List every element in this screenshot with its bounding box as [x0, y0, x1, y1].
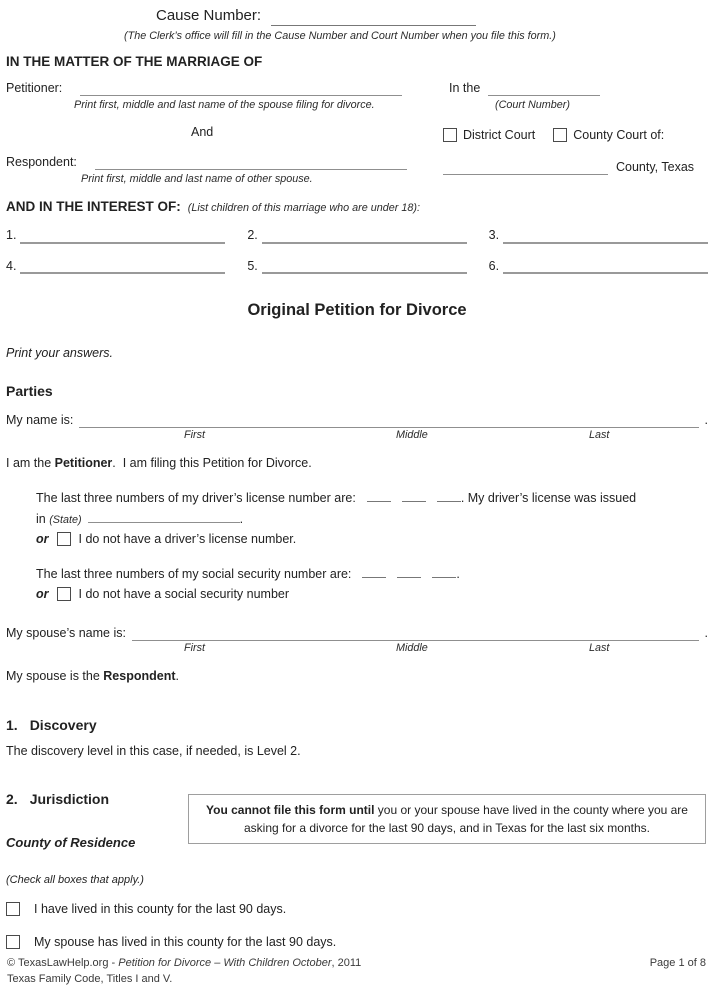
- matter-heading: IN THE MATTER OF THE MARRIAGE OF: [6, 53, 263, 69]
- residence-option-1-row: [6, 901, 708, 917]
- ssn-sentence-pre: The last three numbers of my social security number are:: [36, 567, 352, 582]
- no-ssn-checkbox[interactable]: [57, 587, 71, 601]
- code-line: Texas Family Code, Titles I and V.: [7, 973, 173, 986]
- ssn-digit-2-field[interactable]: [397, 565, 421, 578]
- interest-heading: AND IN THE INTEREST OF:: [6, 198, 181, 214]
- spouse-middle-caption: Middle: [396, 641, 428, 654]
- district-court-checkbox[interactable]: [443, 128, 457, 142]
- filing-warning-box: [188, 794, 706, 844]
- petitioner-label: Petitioner:: [6, 81, 63, 96]
- court-column: [443, 80, 708, 186]
- spouse-name-label: My spouse’s name is:: [6, 625, 126, 640]
- child-6-cell: [489, 258, 708, 274]
- no-dl-row: [36, 531, 708, 547]
- child-1-cell: [6, 227, 225, 243]
- copyright-post: , 2011: [331, 957, 362, 970]
- respondent-label: Respondent:: [6, 154, 77, 169]
- children-row-1: [6, 227, 708, 243]
- page-footer: [7, 956, 706, 988]
- clerk-note: (The Clerk’s office will fill in the Cause Number and Court Number when you file this form.): [124, 29, 556, 42]
- dl-state-field[interactable]: [88, 510, 240, 523]
- dl-state-pre: in: [36, 511, 50, 526]
- respondent-sentence: [6, 668, 708, 684]
- ssn-sentence-period: .: [456, 567, 460, 582]
- district-court-label: District Court: [463, 128, 536, 143]
- i-lived-county-label: I have lived in this county for the last 90 days.: [34, 901, 287, 916]
- respondent-sentence-post: .: [175, 668, 179, 683]
- print-answers-note: Print your answers.: [6, 346, 113, 361]
- county-court-checkbox[interactable]: [553, 128, 567, 142]
- dl-digit-2-field[interactable]: [402, 489, 426, 502]
- county-texas-row: [443, 159, 708, 175]
- respondent-sentence-pre: My spouse is the: [6, 668, 104, 683]
- spouse-last-caption: Last: [589, 641, 610, 654]
- footer-left: [7, 956, 361, 988]
- spouse-first-caption: First: [184, 641, 205, 654]
- child-4-field[interactable]: [20, 260, 225, 274]
- in-the-label: In the: [449, 81, 481, 96]
- or-label-2: or: [36, 587, 49, 602]
- petitioner-sentence: [6, 455, 708, 471]
- dl-digit-1-field[interactable]: [367, 489, 391, 502]
- filing-warning-rest: you or your spouse have lived in the county where you are asking for a divorce for the last 90 days, and in Texas for the last six months.: [244, 802, 692, 835]
- spouse-lived-county-checkbox[interactable]: [6, 935, 20, 949]
- i-lived-county-checkbox[interactable]: [6, 902, 20, 916]
- check-all-note: (Check all boxes that apply.): [6, 873, 144, 886]
- court-type-row: [443, 127, 708, 143]
- discovery-heading: [6, 716, 708, 734]
- parties-heading: Parties: [6, 382, 53, 399]
- spouse-name-captions: [6, 641, 708, 656]
- dl-sentence-pre: The last three numbers of my driver’s license number are:: [36, 491, 356, 506]
- copyright-line: [7, 956, 361, 972]
- child-3-field[interactable]: [503, 230, 708, 244]
- cause-number-row: [156, 6, 708, 26]
- petitioner-sentence-post: . I am filing this Petition for Divorce.: [112, 456, 312, 471]
- child-2-number: 2.: [247, 228, 258, 243]
- child-1-field[interactable]: [20, 230, 225, 244]
- spouse-lived-county-label: My spouse has lived in this county for the last 90 days.: [34, 935, 337, 950]
- petitioner-sentence-bold: Petitioner: [54, 456, 113, 471]
- and-label: And: [191, 125, 214, 140]
- child-5-field[interactable]: [262, 260, 467, 274]
- my-name-label: My name is:: [6, 412, 74, 427]
- no-ssn-label: I do not have a social security number: [78, 587, 290, 602]
- dl-sentence-post: . My driver’s license was issued: [460, 491, 637, 506]
- middle-caption: Middle: [396, 429, 428, 442]
- copyright-pre: © TexasLawHelp.org -: [7, 957, 119, 970]
- petitioner-row: [6, 80, 443, 96]
- court-number-field[interactable]: [488, 83, 600, 96]
- spouse-name-field[interactable]: [132, 628, 699, 641]
- child-1-number: 1.: [6, 228, 17, 243]
- respondent-name-field[interactable]: [95, 157, 407, 170]
- child-2-field[interactable]: [262, 230, 467, 244]
- cause-number-field[interactable]: [271, 13, 476, 26]
- my-name-captions: [6, 428, 708, 443]
- child-3-cell: [489, 227, 708, 243]
- county-residence-heading: County of Residence: [6, 834, 136, 850]
- dl-digit-3-field[interactable]: [437, 489, 461, 502]
- page-number: Page 1 of 8: [649, 957, 706, 970]
- in-the-row: [449, 80, 708, 96]
- first-caption: First: [184, 429, 205, 442]
- last-caption: Last: [589, 429, 610, 442]
- filing-warning-bold: You cannot file this form until: [206, 802, 375, 817]
- no-ssn-row: [36, 586, 708, 602]
- cause-number-label: Cause Number:: [156, 7, 262, 24]
- county-name-field[interactable]: [443, 162, 608, 175]
- discovery-body: The discovery level in this case, if needed, is Level 2.: [6, 744, 301, 759]
- no-drivers-license-checkbox[interactable]: [57, 532, 71, 546]
- dl-state-label: (State): [49, 513, 82, 526]
- petitioner-sentence-pre: I am the: [6, 456, 55, 471]
- dl-state-line: [36, 510, 708, 527]
- children-row-2: [6, 258, 708, 274]
- respondent-caption: Print first, middle and last name of other spouse.: [81, 172, 313, 185]
- ssn-sentence: [36, 565, 708, 582]
- or-label: or: [36, 531, 49, 546]
- child-4-cell: [6, 258, 225, 274]
- ssn-digit-3-field[interactable]: [432, 565, 456, 578]
- child-3-number: 3.: [488, 228, 500, 243]
- my-name-field[interactable]: [79, 415, 698, 428]
- ssn-block: [36, 565, 708, 603]
- spouse-name-period: .: [704, 625, 708, 640]
- my-name-period: .: [704, 412, 708, 427]
- interest-row: [6, 198, 708, 216]
- county-court-label: County Court of:: [573, 128, 665, 143]
- court-number-caption: (Court Number): [495, 99, 570, 112]
- no-drivers-license-label: I do not have a driver’s license number.: [78, 531, 297, 546]
- spouse-name-row: [6, 625, 708, 641]
- party-court-columns: [6, 80, 708, 186]
- dl-state-period: .: [239, 511, 244, 526]
- discovery-number: 1.: [6, 717, 18, 734]
- dl-sentence: [36, 489, 708, 506]
- child-2-cell: [247, 227, 466, 243]
- respondent-row: [6, 154, 443, 170]
- child-6-field[interactable]: [503, 260, 708, 274]
- party-column: [6, 80, 443, 186]
- county-texas-label: County, Texas: [616, 159, 695, 174]
- discovery-title: Discovery: [29, 717, 97, 734]
- respondent-sentence-bold: Respondent: [103, 668, 176, 683]
- jurisdiction-number: 2.: [6, 790, 18, 807]
- interest-caption: (List children of this marriage who are under 18):: [187, 201, 420, 214]
- copyright-italic: Petition for Divorce – With Children October: [118, 957, 332, 970]
- jurisdiction-title: Jurisdiction: [29, 790, 110, 807]
- jurisdiction-section: [6, 790, 708, 852]
- petitioner-caption: Print first, middle and last name of the spouse filing for divorce.: [74, 99, 375, 112]
- drivers-license-block: [36, 489, 708, 547]
- child-4-number: 4.: [6, 258, 17, 273]
- petitioner-name-field[interactable]: [80, 83, 402, 96]
- my-name-row: [6, 412, 708, 428]
- child-5-cell: [247, 258, 466, 274]
- child-5-number: 5.: [247, 258, 258, 273]
- ssn-digit-1-field[interactable]: [362, 565, 386, 578]
- child-6-number: 6.: [488, 258, 500, 273]
- form-title: Original Petition for Divorce: [247, 300, 467, 319]
- residence-option-2-row: [6, 934, 708, 950]
